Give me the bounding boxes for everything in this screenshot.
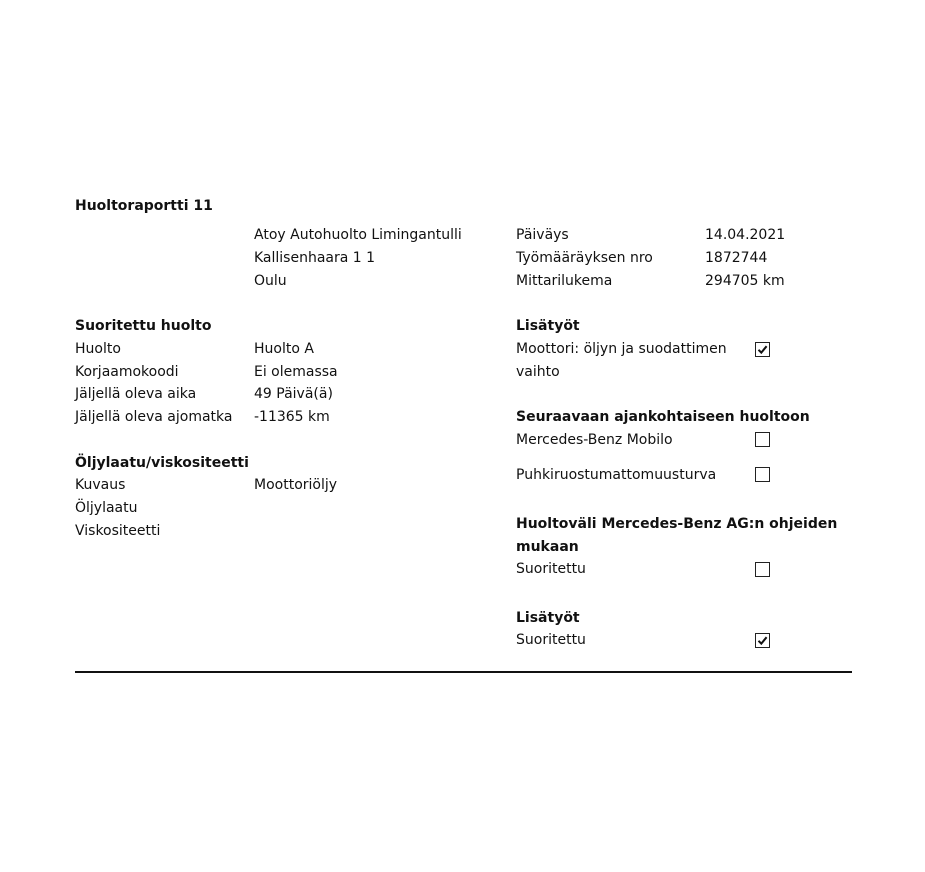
next-service-heading: Seuraavaan ajankohtaiseen huoltoon <box>516 409 810 425</box>
checkmark-icon <box>757 635 768 646</box>
date-label: Päiväys <box>516 227 569 243</box>
work-order-value: 1872744 <box>705 250 768 266</box>
workshop-code-label: Korjaamokoodi <box>75 364 179 380</box>
additional-work-item-line2: vaihto <box>516 364 560 380</box>
additional-work-heading: Lisätyöt <box>516 318 580 334</box>
mobilo-label: Mercedes-Benz Mobilo <box>516 432 673 448</box>
bottom-divider <box>75 671 852 673</box>
remaining-time-value: 49 Päivä(ä) <box>254 386 333 402</box>
interval-done-checkbox[interactable] <box>755 562 770 577</box>
report-title: Huoltoraportti 11 <box>75 198 213 214</box>
oil-quality-label: Öljylaatu <box>75 500 138 516</box>
interval-done-label: Suoritettu <box>516 561 586 577</box>
oil-description-label: Kuvaus <box>75 477 126 493</box>
date-value: 14.04.2021 <box>705 227 786 243</box>
viscosity-label: Viskositeetti <box>75 523 161 539</box>
oil-change-checkbox[interactable] <box>755 342 770 357</box>
mobilo-checkbox[interactable] <box>755 432 770 447</box>
remaining-time-label: Jäljellä oleva aika <box>75 386 197 402</box>
checkmark-icon <box>757 344 768 355</box>
work-order-label: Työmääräyksen nro <box>516 250 653 266</box>
interval-heading-line2: mukaan <box>516 539 579 555</box>
workshop-name: Atoy Autohuolto Limingantulli <box>254 227 462 243</box>
remaining-distance-value: -11365 km <box>254 409 330 425</box>
odometer-value: 294705 km <box>705 273 785 289</box>
odometer-label: Mittarilukema <box>516 273 613 289</box>
workshop-code-value: Ei olemassa <box>254 364 338 380</box>
additional-work-item-line1: Moottori: öljyn ja suodattimen <box>516 341 727 357</box>
oil-heading: Öljylaatu/viskositeetti <box>75 455 249 471</box>
service-label: Huolto <box>75 341 121 357</box>
service-heading: Suoritettu huolto <box>75 318 212 334</box>
additional-done-label: Suoritettu <box>516 632 586 648</box>
oil-description-value: Moottoriöljy <box>254 477 338 493</box>
rust-protection-checkbox[interactable] <box>755 467 770 482</box>
rust-protection-label: Puhkiruostumattomuusturva <box>516 467 717 483</box>
interval-heading-line1: Huoltoväli Mercedes-Benz AG:n ohjeiden <box>516 516 838 532</box>
service-value: Huolto A <box>254 341 314 357</box>
remaining-distance-label: Jäljellä oleva ajomatka <box>75 409 233 425</box>
additional-done-heading: Lisätyöt <box>516 610 580 626</box>
workshop-city: Oulu <box>254 273 287 289</box>
workshop-street: Kallisenhaara 1 1 <box>254 250 376 266</box>
additional-done-checkbox[interactable] <box>755 633 770 648</box>
